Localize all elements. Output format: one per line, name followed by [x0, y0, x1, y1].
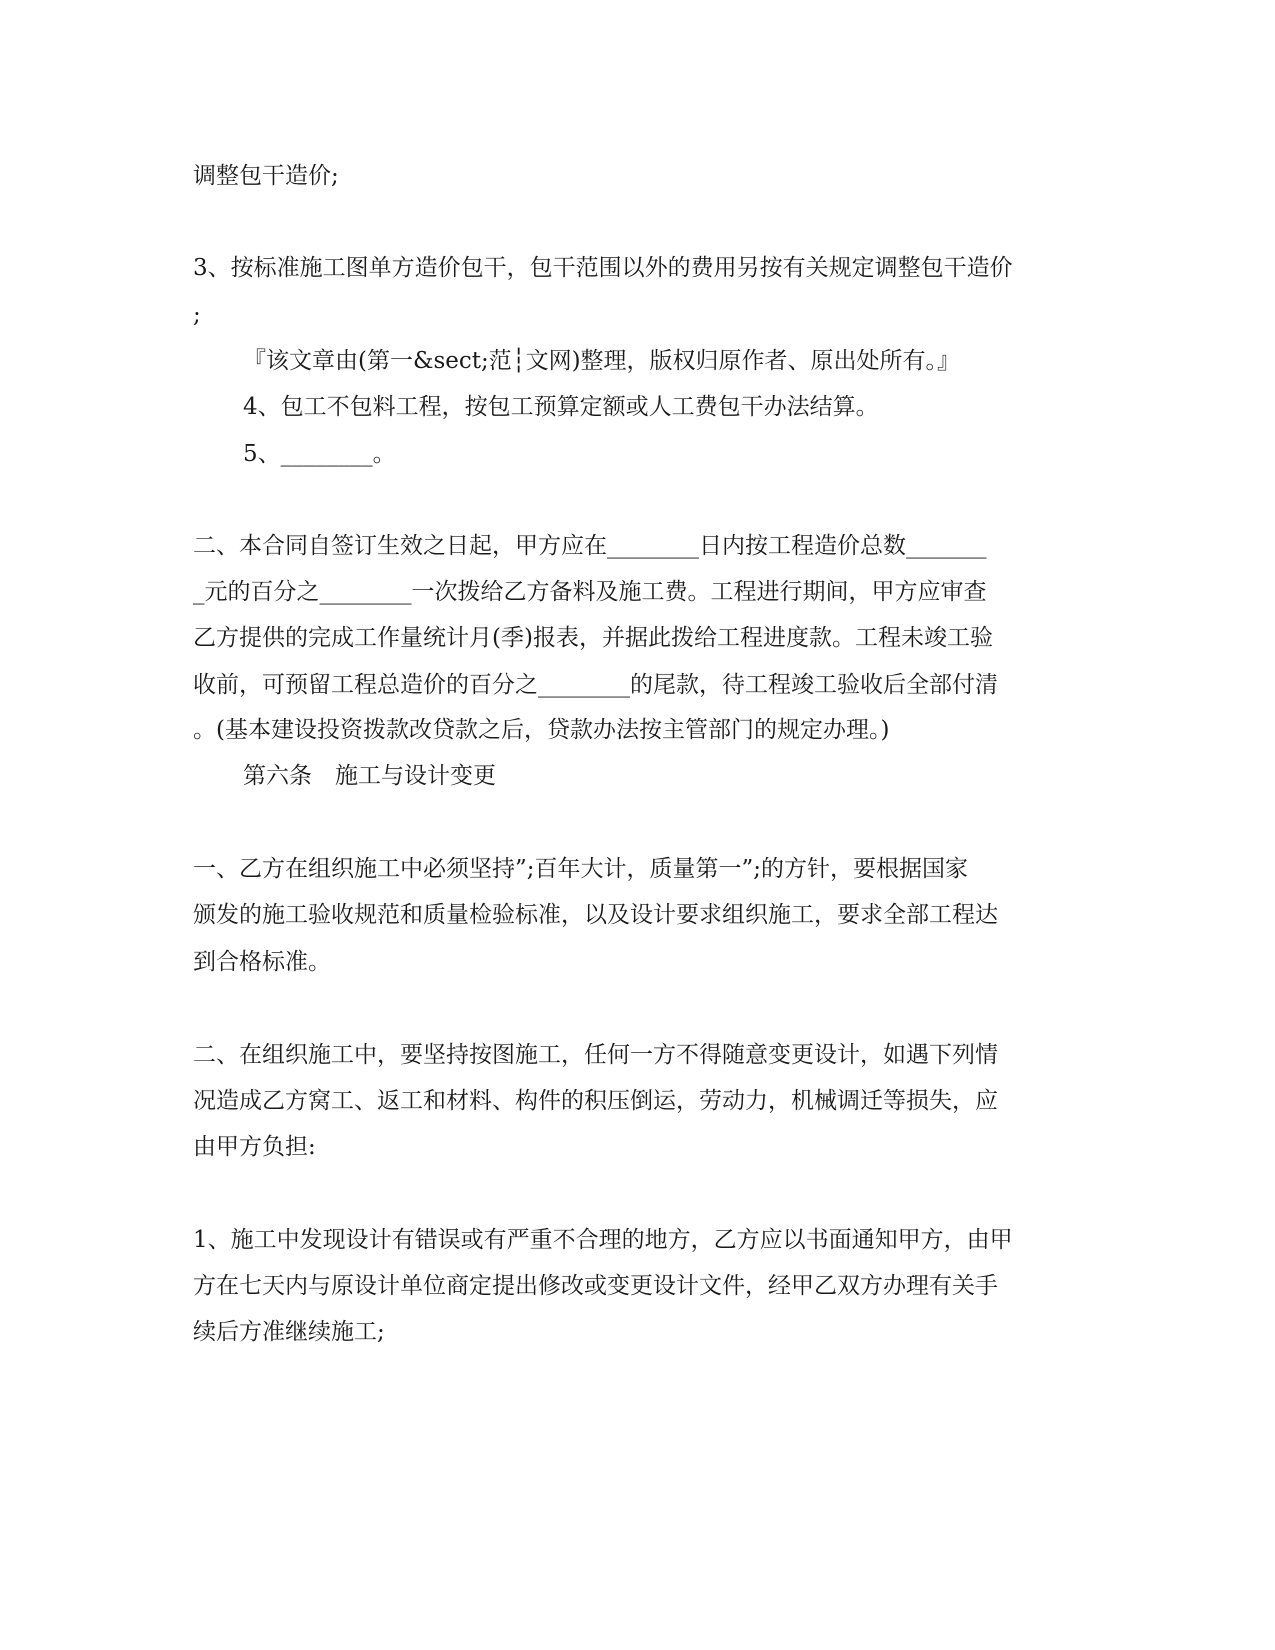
text-line: 。(基本建设投资拨款改贷款之后，贷款办法按主管部门的规定办理。): [193, 717, 890, 743]
text-line: ;: [193, 302, 201, 328]
text-line: 1、施工中发现设计有错误或有严重不合理的地方，乙方应以书面通知甲方，由甲: [193, 1227, 1013, 1253]
text-line: 况造成乙方窝工、返工和材料、构件的积压倒运，劳动力，机械调迁等损失，应: [193, 1088, 998, 1114]
text-line: _元的百分之________一次拨给乙方备料及施工费。工程进行期间，甲方应审查: [193, 579, 987, 605]
text-line: 续后方准继续施工;: [193, 1319, 385, 1345]
text-line: 乙方提供的完成工作量统计月(季)报表，并据此拨给工程进度款。工程未竣工验: [193, 625, 993, 651]
text-line: 到合格标准。: [193, 949, 331, 975]
text-line: 『该文章由(第一&sect;范┆文网)整理，版权归原作者、原出处所有。』: [243, 348, 961, 374]
text-line: 方在七天内与原设计单位商定提出修改或变更设计文件，经甲乙双方办理有关手: [193, 1273, 998, 1299]
text-line: 一、乙方在组织施工中必须坚持”;百年大计，质量第一”;的方针，要根据国家: [193, 856, 969, 882]
text-line: 由甲方负担:: [193, 1134, 316, 1160]
text-line: 4、包工不包料工程，按包工预算定额或人工费包干办法结算。: [243, 394, 879, 420]
text-line: 二、本合同自签订生效之日起，甲方应在________日内按工程造价总数_______: [193, 533, 987, 559]
text-line: 调整包干造价;: [193, 163, 339, 189]
section-heading: 第六条 施工与设计变更: [243, 763, 496, 789]
text-line: 5、________。: [243, 441, 396, 467]
text-line: 3、按标准施工图单方造价包干，包干范围以外的费用另按有关规定调整包干造价: [193, 255, 1013, 281]
text-line: 收前，可预留工程总造价的百分之________的尾款，待工程竣工验收后全部付清: [193, 672, 998, 698]
text-line: 颁发的施工验收规范和质量检验标准，以及设计要求组织施工，要求全部工程达: [193, 902, 998, 928]
text-line: 二、在组织施工中，要坚持按图施工，任何一方不得随意变更设计，如遇下列情: [193, 1042, 998, 1068]
